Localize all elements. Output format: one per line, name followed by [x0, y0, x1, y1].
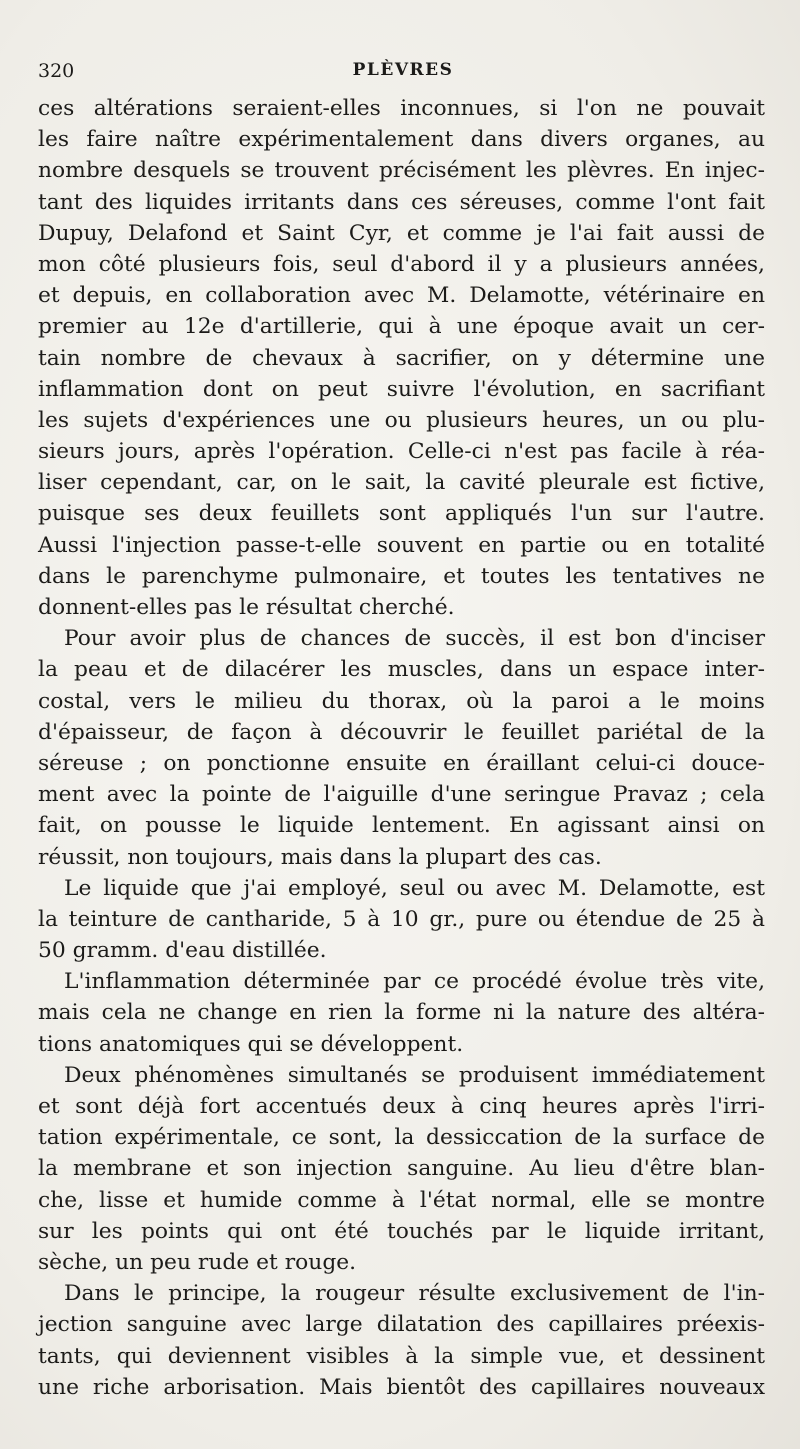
paragraph — [38, 623, 765, 873]
paragraph — [38, 966, 765, 1060]
text-line: 50 gramm. d'eau distillée. — [38, 938, 327, 964]
body-text — [38, 93, 765, 1403]
text-line: dans le parenchyme pulmonaire, et toutes les tentatives ne — [38, 563, 765, 589]
text-line: tions anatomiques qui se développent. — [38, 1031, 464, 1057]
text-line: mon côté plusieurs fois, seul d'abord il y a plusieurs années, — [38, 251, 765, 277]
paragraph — [38, 873, 765, 967]
text-line: Pour avoir plus de chances de succès, il est bon d'inciser — [64, 626, 765, 652]
running-head-title: PLÈVRES — [352, 60, 454, 80]
text-line: inflammation dont on peut suivre l'évolution, en sacrifiant — [38, 376, 765, 402]
paragraph — [38, 1278, 765, 1403]
text-line: jection sanguine avec large dilatation des capillaires préexis- — [38, 1312, 765, 1338]
text-line: Dupuy, Delafond et Saint Cyr, et comme je l'ai fait aussi de — [38, 220, 765, 246]
text-line: nombre desquels se trouvent précisément les plèvres. En injec- — [38, 158, 765, 184]
text-line: et sont déjà fort accentués deux à cinq heures après l'irri- — [38, 1094, 765, 1119]
text-line: sèche, un peu rude et rouge. — [38, 1249, 357, 1275]
text-line: la teinture de cantharide, 5 à 10 gr., pure ou étendue de 25 à — [38, 906, 765, 932]
text-line: réussit, non toujours, mais dans la plupart des cas. — [38, 844, 602, 870]
text-line: la peau et de dilacérer les muscles, dans un espace inter- — [38, 657, 765, 683]
text-line: premier au 12e d'artillerie, qui à une époque avait un cer- — [38, 314, 765, 340]
text-line: Deux phénomènes simultanés se produisent immédiatement — [64, 1062, 765, 1088]
text-line: tant des liquides irritants dans ces séreuses, comme l'ont fait — [38, 189, 765, 215]
paragraph — [38, 93, 765, 623]
text-line: tants, qui deviennent visibles à la simple vue, et dessinent — [38, 1343, 765, 1369]
text-line: une riche arborisation. Mais bientôt des capillaires nouveaux — [38, 1374, 765, 1400]
text-line: tation expérimentale, ce sont, la dessiccation de la surface de — [38, 1125, 765, 1151]
text-line: costal, vers le milieu du thorax, où la paroi a le moins — [38, 688, 765, 714]
text-line: Dans le principe, la rougeur résulte exclusivement de l'in- — [64, 1281, 765, 1307]
text-line: fait, on pousse le liquide lentement. En agissant ainsi on — [38, 813, 765, 839]
text-line: Aussi l'injection passe-t-elle souvent en partie ou en totalité — [38, 532, 765, 558]
text-line: la membrane et son injection sanguine. Au lieu d'être blan- — [38, 1156, 765, 1182]
text-line: sur les points qui ont été touchés par le liquide irritant, — [38, 1218, 765, 1244]
text-line: che, lisse et humide comme à l'état normal, elle se montre — [38, 1187, 765, 1213]
text-line: sieurs jours, après l'opération. Celle-ci n'est pas facile à réa- — [38, 439, 765, 465]
text-line: Le liquide que j'ai employé, seul ou avec M. Delamotte, est — [64, 875, 765, 901]
text-line: les faire naître expérimentalement dans divers organes, au — [38, 127, 765, 153]
text-line: donnent-elles pas le résultat cherché. — [38, 595, 455, 620]
text-line: liser cependant, car, on le sait, la cavité pleurale est fictive, — [38, 470, 765, 496]
paragraph — [38, 1060, 765, 1278]
text-line: et depuis, en collaboration avec M. Delamotte, vétérinaire en — [38, 283, 765, 309]
text-line: mais cela ne change en rien la forme ni la nature des altéra- — [38, 1000, 765, 1026]
text-line: ces altérations seraient-elles inconnues, si l'on ne pouvait — [38, 96, 765, 121]
text-line: puisque ses deux feuillets sont appliqués l'un sur l'autre. — [38, 501, 765, 527]
text-line: les sujets d'expériences une ou plusieurs heures, un ou plu- — [38, 407, 765, 433]
text-line: d'épaisseur, de façon à découvrir le feuillet pariétal de la — [38, 719, 765, 745]
text-line: L'inflammation déterminée par ce procédé évolue très vite, — [64, 969, 765, 995]
text-line: ment avec la pointe de l'aiguille d'une seringue Pravaz ; cela — [38, 782, 765, 808]
text-line: séreuse ; on ponctionne ensuite en éraillant celui-ci douce- — [38, 750, 765, 776]
text-line: tain nombre de chevaux à sacrifier, on y détermine une — [38, 345, 765, 371]
page-header — [38, 60, 768, 84]
page-number: 320 — [38, 60, 75, 82]
